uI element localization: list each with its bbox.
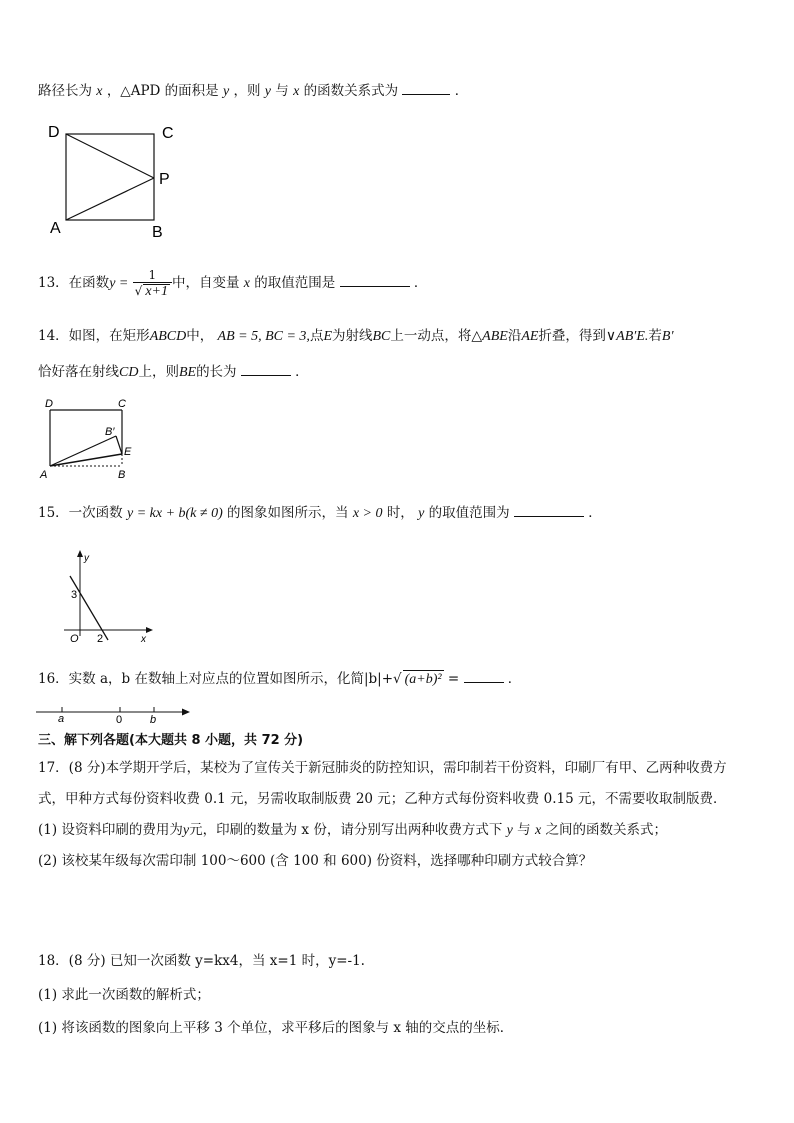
triangle-abe: △ABE <box>471 329 508 344</box>
q17-line2: 式，甲种方式每份资料收费 0.1 元，另需收取制版费 20 元；乙种方式每份资料收费 0.15 元，不需要收取制版费． <box>38 791 727 807</box>
q14-text-e: 上一动点，将 <box>390 328 472 344</box>
q17-part1-b: 元，印刷的数量为 x 份，请分别写出两种收费方式下 <box>189 822 503 838</box>
q13-text-b: 的取值范围是 <box>254 275 336 291</box>
q17-part1-c: 与 <box>517 822 531 838</box>
q14-text-f: 沿 <box>507 328 522 344</box>
answer-blank[interactable] <box>402 82 450 95</box>
q16-number-line <box>34 700 194 726</box>
var-x: x <box>96 84 103 99</box>
q15-text-b: 时， <box>386 505 414 521</box>
q17-part1-a: (1) 设资料印刷的费用为 <box>38 822 183 838</box>
q14-line1 <box>38 327 674 346</box>
label-b: B <box>118 469 126 481</box>
q17-part1 <box>38 821 667 840</box>
period: ． <box>588 505 602 521</box>
var-x: x <box>534 823 542 838</box>
segment-dp <box>66 134 154 178</box>
q15-condition: x > 0 <box>352 506 383 521</box>
sqrt-content: (a+b)² <box>404 672 442 687</box>
label-b: b <box>150 714 157 726</box>
q14-text-h: 若 <box>648 328 662 344</box>
var-x: x <box>243 276 250 291</box>
q14-text-c: 点 <box>309 328 324 344</box>
label-x: x <box>141 634 146 644</box>
q14-text-k: 的长为 <box>196 364 237 380</box>
point-bprime: B′ <box>661 329 674 344</box>
q12-text-c: ，则 <box>233 83 261 99</box>
q17-part1-d: 之间的函数关系式； <box>545 822 667 838</box>
ray-cd: CD <box>119 365 139 380</box>
q17-line1: 17．(8 分)本学期开学后，某校为了宣传关于新冠肺炎的防控知识，需印制若干份资料，印刷厂有甲、乙两种收费方 <box>38 760 727 776</box>
q16-text-a: 16．实数 a，b 在数轴上对应点的位置如图所示，化简|b|+ <box>38 671 394 687</box>
fraction <box>133 268 172 299</box>
segment-be: BE <box>178 365 197 380</box>
q14-condition: AB = 5, BC = 3, <box>217 329 310 344</box>
equals-sign: = <box>447 671 460 687</box>
var-y: y <box>222 84 230 99</box>
period: ． <box>413 275 428 291</box>
q15-function-graph <box>58 548 158 644</box>
q12-figure-square <box>44 120 184 242</box>
x-axis-arrow-icon <box>146 627 153 633</box>
period: ． <box>507 671 522 687</box>
answer-blank[interactable] <box>241 363 291 376</box>
var-y: y <box>264 84 271 99</box>
q15-text-a: 的图象如图所示，当 <box>227 505 349 521</box>
segment-ae: AE <box>521 329 539 344</box>
q14-text-b: 中， <box>186 328 214 344</box>
q14-text-i: 恰好落在射线 <box>38 364 119 380</box>
answer-blank[interactable] <box>464 670 504 683</box>
sqrt-content: x+1 <box>145 284 168 299</box>
var-y: y <box>418 506 425 521</box>
label-a: A <box>40 469 48 481</box>
sqrt: √ (a+b)² <box>393 671 442 687</box>
label-d: D <box>48 124 60 141</box>
label-d: D <box>45 398 53 410</box>
answer-blank[interactable] <box>514 504 584 517</box>
label-zero: 0 <box>116 714 123 726</box>
q16-text <box>38 670 521 689</box>
q17-part2: (2) 该校某年级每次需印制 100～600 (含 100 和 600) 份资料，选择哪种印刷方式较合算？ <box>38 853 593 869</box>
period: ． <box>295 364 309 380</box>
label-a: a <box>58 713 65 725</box>
q14-text-g: 折叠，得到 <box>538 328 606 344</box>
fraction-numerator: 1 <box>133 268 172 283</box>
q13-number: 13．在函数 <box>38 275 110 291</box>
ray-bc: BC <box>372 329 391 344</box>
q12-text-e: 的函数关系式为 <box>303 83 399 99</box>
number-line-arrow-icon <box>182 709 190 716</box>
q18-line1: 18．(8 分) 已知一次函数 y=kx4，当 x=1 时，y=-1. <box>38 953 365 969</box>
q12-text-a: 路径长为 <box>38 83 92 99</box>
q14-figure-rectangle <box>36 396 146 484</box>
label-a: A <box>50 220 61 237</box>
q15-number: 15．一次函数 <box>38 505 123 521</box>
y-axis-arrow-icon <box>77 550 83 557</box>
label-x-intercept: 2 <box>97 633 104 644</box>
q12-text <box>38 82 468 101</box>
segment-abprime <box>50 436 116 466</box>
segment-ap <box>66 178 154 220</box>
square-abcd <box>66 134 154 220</box>
q12-text-b: ，△APD 的面积是 <box>106 83 219 99</box>
section-heading: 三、解下列各题(本大题共 8 小题，共 72 分) <box>38 733 304 748</box>
label-y-intercept: 3 <box>71 589 78 601</box>
q14-text-a: 14．如图，在矩形 <box>38 328 150 344</box>
label-c: C <box>118 398 126 410</box>
period: ． <box>454 83 469 99</box>
q13-text <box>38 266 427 300</box>
linear-function: y = kx + b(k ≠ 0) <box>126 506 223 521</box>
label-bprime: B′ <box>105 426 115 438</box>
q18-part1: (1) 求此一次函数的解析式； <box>38 987 210 1003</box>
fold-line-ae <box>50 454 122 466</box>
q15-text <box>38 504 602 523</box>
var-x: x <box>293 84 300 99</box>
rect-abcd: ABCD <box>149 329 187 344</box>
triangle-abpe: ∨AB′E. <box>605 329 649 344</box>
answer-blank[interactable] <box>340 274 410 287</box>
label-e: E <box>124 446 132 458</box>
q14-line2 <box>38 363 309 382</box>
segment-bprime-e <box>116 436 122 454</box>
point-e: E <box>323 329 332 344</box>
q12-text-d: 与 <box>275 83 289 99</box>
label-p: P <box>159 171 170 188</box>
q18-part2: (1) 将该函数的图象向上平移 3 个单位，求平移后的图象与 x 轴的交点的坐标． <box>38 1020 514 1036</box>
label-y: y <box>84 553 89 564</box>
label-origin: O <box>70 633 79 644</box>
q15-text-c: 的取值范围为 <box>428 505 510 521</box>
var-y: y <box>182 823 190 838</box>
label-b: B <box>152 224 163 241</box>
var-y: y <box>506 823 513 838</box>
q14-text-d: 为射线 <box>332 328 373 344</box>
label-c: C <box>162 125 174 142</box>
fraction-denominator: √ x+1 <box>134 284 168 299</box>
q13-text-a: 中，自变量 <box>171 275 240 291</box>
function-lhs: y = <box>109 276 129 291</box>
q14-text-j: 上，则 <box>138 364 179 380</box>
